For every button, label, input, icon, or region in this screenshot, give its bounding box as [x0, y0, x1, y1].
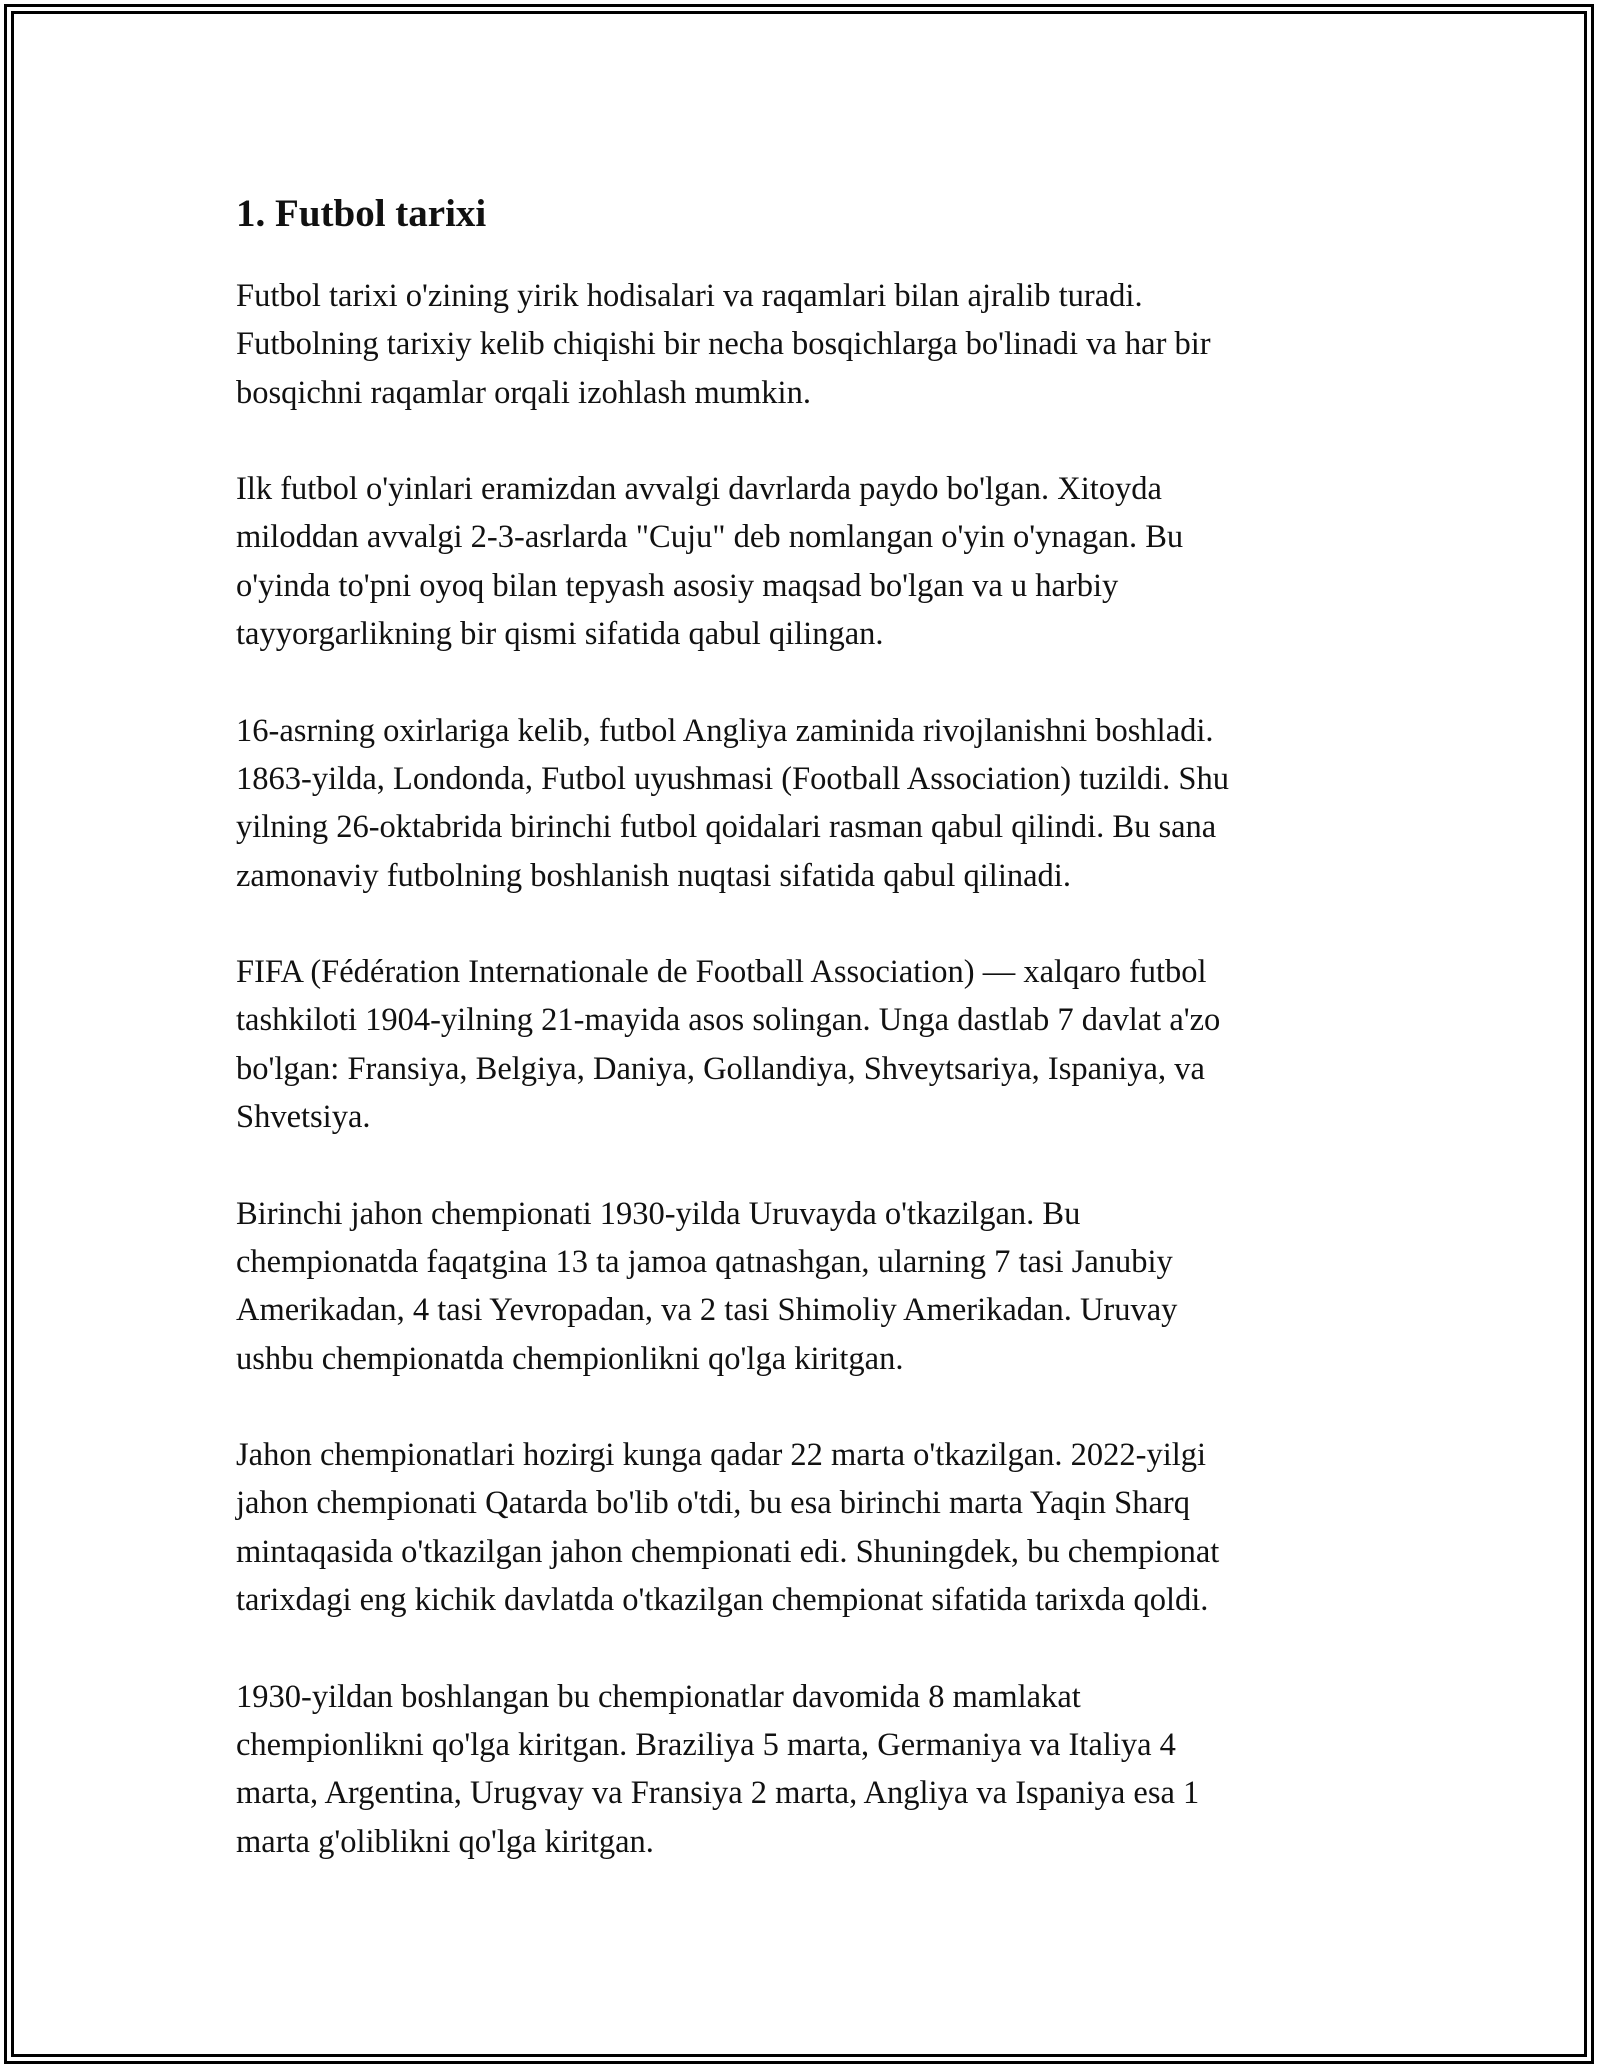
text-line: zamonaviy futbolning boshlanish nuqtasi sifatida qabul qilinadi. [236, 857, 1071, 894]
paragraph-cuju [236, 465, 1366, 658]
text-line: bo'lgan: Fransiya, Belgiya, Daniya, Gollandiya, Shveytsariya, Ispaniya, va [236, 1050, 1205, 1087]
text-line: 16-asrning oxirlariga kelib, futbol Angliya zaminida rivojlanishni boshladi. [236, 712, 1214, 749]
text-line: chempionlikni qo'lga kiritgan. Braziliya 5 marta, Germaniya va Italiya 4 [236, 1726, 1176, 1763]
text-line: Jahon chempionatlari hozirgi kunga qadar 22 marta o'tkazilgan. 2022-yilgi [236, 1437, 1207, 1474]
text-line: marta, Argentina, Urugvay va Fransiya 2 marta, Angliya va Ispaniya esa 1 [236, 1775, 1200, 1812]
text-line: miloddan avvalgi 2-3-asrlarda "Cuju" deb nomlangan o'yin o'ynagan. Bu [236, 519, 1184, 556]
text-line: 1930-yildan boshlangan bu chempionatlar davomida 8 mamlakat [236, 1678, 1081, 1715]
text-line: bosqichni raqamlar orqali izohlash mumkin. [236, 374, 811, 411]
text-line: Birinchi jahon chempionati 1930-yilda Uruvayda o'tkazilgan. Bu [236, 1195, 1081, 1232]
text-line: 1863-yilda, Londonda, Futbol uyushmasi (Football Association) tuzildi. Shu [236, 760, 1230, 797]
paragraph-fifa [236, 948, 1366, 1141]
text-line: o'yinda to'pni oyoq bilan tepyash asosiy maqsad bo'lgan va u harbiy [236, 567, 1119, 604]
text-line: Shvetsiya. [236, 1099, 371, 1136]
paragraph-champions [236, 1673, 1366, 1866]
text-line: ushbu chempionatda chempionlikni qo'lga kiritgan. [236, 1340, 904, 1377]
text-line: Amerikadan, 4 tasi Yevropadan, va 2 tasi Shimoliy Amerikadan. Uruvay [236, 1292, 1178, 1329]
text-line: marta g'oliblikni qo'lga kiritgan. [236, 1823, 654, 1860]
paragraph-intro [236, 272, 1366, 417]
text-line: tashkiloti 1904-yilning 21-mayida asos solingan. Unga dastlab 7 davlat a'zo [236, 1002, 1221, 1039]
text-line: tayyorgarlikning bir qismi sifatida qabul qilingan. [236, 616, 884, 653]
text-line: Ilk futbol o'yinlari eramizdan avvalgi davrlarda paydo bo'lgan. Xitoyda [236, 471, 1162, 508]
text-line: mintaqasida o'tkazilgan jahon chempionati edi. Shuningdek, bu chempionat [236, 1533, 1220, 1570]
text-line: FIFA (Fédération Internationale de Football Association) — xalqaro futbol [236, 954, 1207, 991]
text-line: Futbolning tarixiy kelib chiqishi bir necha bosqichlarga bo'linadi va har bir [236, 326, 1211, 363]
paragraph-england [236, 707, 1366, 900]
text-line: Futbol tarixi o'zining yirik hodisalari va raqamlari bilan ajralib turadi. [236, 278, 1143, 314]
section-heading: 1. Futbol tarixi [236, 192, 487, 235]
text-line: yilning 26-oktabrida birinchi futbol qoidalari rasman qabul qilindi. Bu sana [236, 809, 1217, 846]
text-line: chempionatda faqatgina 13 ta jamoa qatnashgan, ularning 7 tasi Janubiy [236, 1243, 1173, 1280]
paragraph-first-world-cup [236, 1190, 1366, 1383]
text-line: jahon chempionati Qatarda bo'lib o'tdi, bu esa birinchi marta Yaqin Sharq [236, 1485, 1191, 1522]
paragraph-world-cups [236, 1431, 1366, 1624]
text-line: tarixdagi eng kichik davlatda o'tkazilgan chempionat sifatida tarixda qoldi. [236, 1582, 1209, 1619]
document-body [236, 184, 1366, 1914]
